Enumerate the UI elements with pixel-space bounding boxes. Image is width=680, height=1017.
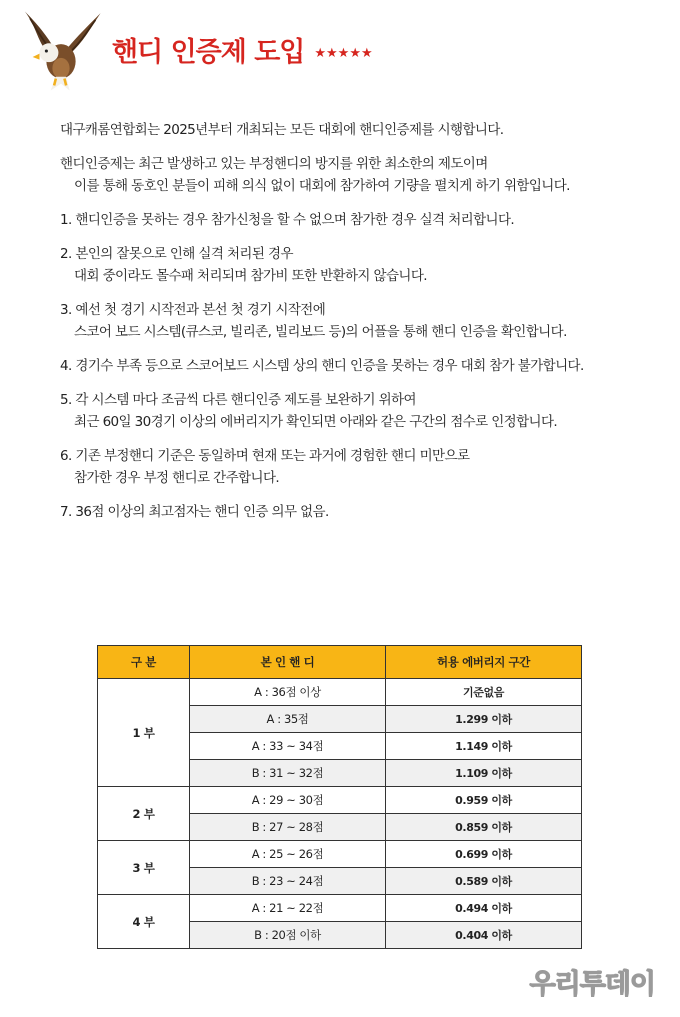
paragraph-line: 3. 예선 첫 경기 시작전과 본선 첫 경기 시작전에 <box>60 302 326 318</box>
paragraph-line: 4. 경기수 부족 등으로 스코어보드 시스템 상의 핸디 인증을 못하는 경우 대회 참가 불가합니다. <box>60 358 584 374</box>
average-range-cell: 1.109 이하 <box>386 760 582 787</box>
handi-cell: A : 35점 <box>190 706 386 733</box>
handi-cell: A : 36점 이상 <box>190 679 386 706</box>
col-header-division: 구 분 <box>98 646 190 679</box>
paragraph <box>60 243 660 287</box>
table-row <box>98 841 582 868</box>
average-range-cell: 0.699 이하 <box>386 841 582 868</box>
table-row <box>98 679 582 706</box>
table-header-row <box>98 646 582 679</box>
paragraph-line: 6. 기존 부정핸디 기준은 동일하며 현재 또는 과거에 경험한 핸디 미만으로 <box>60 448 470 464</box>
paragraph <box>60 119 660 141</box>
paragraph-line: 2. 본인의 잘못으로 인해 실격 처리된 경우 <box>60 246 293 262</box>
average-range-cell: 0.859 이하 <box>386 814 582 841</box>
handi-cell: B : 31 ~ 32점 <box>190 760 386 787</box>
handi-cell: A : 21 ~ 22점 <box>190 895 386 922</box>
paragraph-line: 최근 60일 30경기 이상의 에버리지가 확인되면 아래와 같은 구간의 점수로 인정합니다. <box>74 414 558 430</box>
handi-cell: A : 25 ~ 26점 <box>190 841 386 868</box>
table-row <box>98 895 582 922</box>
paragraph-line: 스코어 보드 시스템(큐스코, 빌리존, 빌리보드 등)의 어플을 통해 핸디 인증을 확인합니다. <box>74 324 567 340</box>
paragraph <box>60 445 660 489</box>
table-row <box>98 787 582 814</box>
paragraph-line: 1. 핸디인증을 못하는 경우 참가신청을 할 수 없으며 참가한 경우 실격 처리합니다. <box>60 212 515 228</box>
division-cell: 3 부 <box>98 841 190 895</box>
paragraph <box>60 299 660 343</box>
title-block <box>112 30 373 69</box>
average-range-cell: 0.494 이하 <box>386 895 582 922</box>
paragraph-line: 핸디인증제는 최근 발생하고 있는 부정핸디의 방지를 위한 최소한의 제도이며 <box>60 156 488 172</box>
rating-stars-icon: ★★★★★ <box>314 46 373 61</box>
average-range-cell: 0.959 이하 <box>386 787 582 814</box>
watermark-logo: 우리투데이 <box>529 969 655 1000</box>
col-header-handi: 본 인 핸 디 <box>190 646 386 679</box>
paragraph-line: 7. 36점 이상의 최고점자는 핸디 인증 의무 없음. <box>60 504 329 520</box>
average-range-cell: 1.149 이하 <box>386 733 582 760</box>
paragraph <box>60 153 660 197</box>
average-range-cell: 0.404 이하 <box>386 922 582 949</box>
paragraph <box>60 389 660 433</box>
average-range-cell: 0.589 이하 <box>386 868 582 895</box>
handi-table <box>97 645 582 949</box>
paragraph-line: 대회 중이라도 몰수패 처리되며 참가비 또한 반환하지 않습니다. <box>74 268 427 284</box>
average-range-cell: 1.299 이하 <box>386 706 582 733</box>
handi-cell: A : 33 ~ 34점 <box>190 733 386 760</box>
handi-cell: B : 27 ~ 28점 <box>190 814 386 841</box>
paragraph-line: 이를 통해 동호인 분들이 피해 의식 없이 대회에 참가하여 기량을 펼치게 하기 위함입니다. <box>74 178 570 194</box>
handi-cell: B : 20점 이하 <box>190 922 386 949</box>
paragraph-line: 대구캐롬연합회는 2025년부터 개최되는 모든 대회에 핸디인증제를 시행합니다. <box>60 122 504 138</box>
eagle-icon <box>18 8 104 94</box>
handi-cell: A : 29 ~ 30점 <box>190 787 386 814</box>
paragraph <box>60 209 660 231</box>
paragraph-line: 5. 각 시스템 마다 조금씩 다른 핸디인증 제도를 보완하기 위하여 <box>60 392 416 408</box>
division-cell: 4 부 <box>98 895 190 949</box>
paragraph <box>60 355 660 377</box>
division-cell: 1 부 <box>98 679 190 787</box>
col-header-average: 허용 에버리지 구간 <box>386 646 582 679</box>
paragraph <box>60 501 660 523</box>
notice-body <box>60 119 660 535</box>
division-cell: 2 부 <box>98 787 190 841</box>
page-title: 핸디 인증제 도입 <box>112 37 305 68</box>
handi-cell: B : 23 ~ 24점 <box>190 868 386 895</box>
average-range-cell: 기준없음 <box>386 679 582 706</box>
paragraph-line: 참가한 경우 부정 핸디로 간주합니다. <box>74 470 280 486</box>
